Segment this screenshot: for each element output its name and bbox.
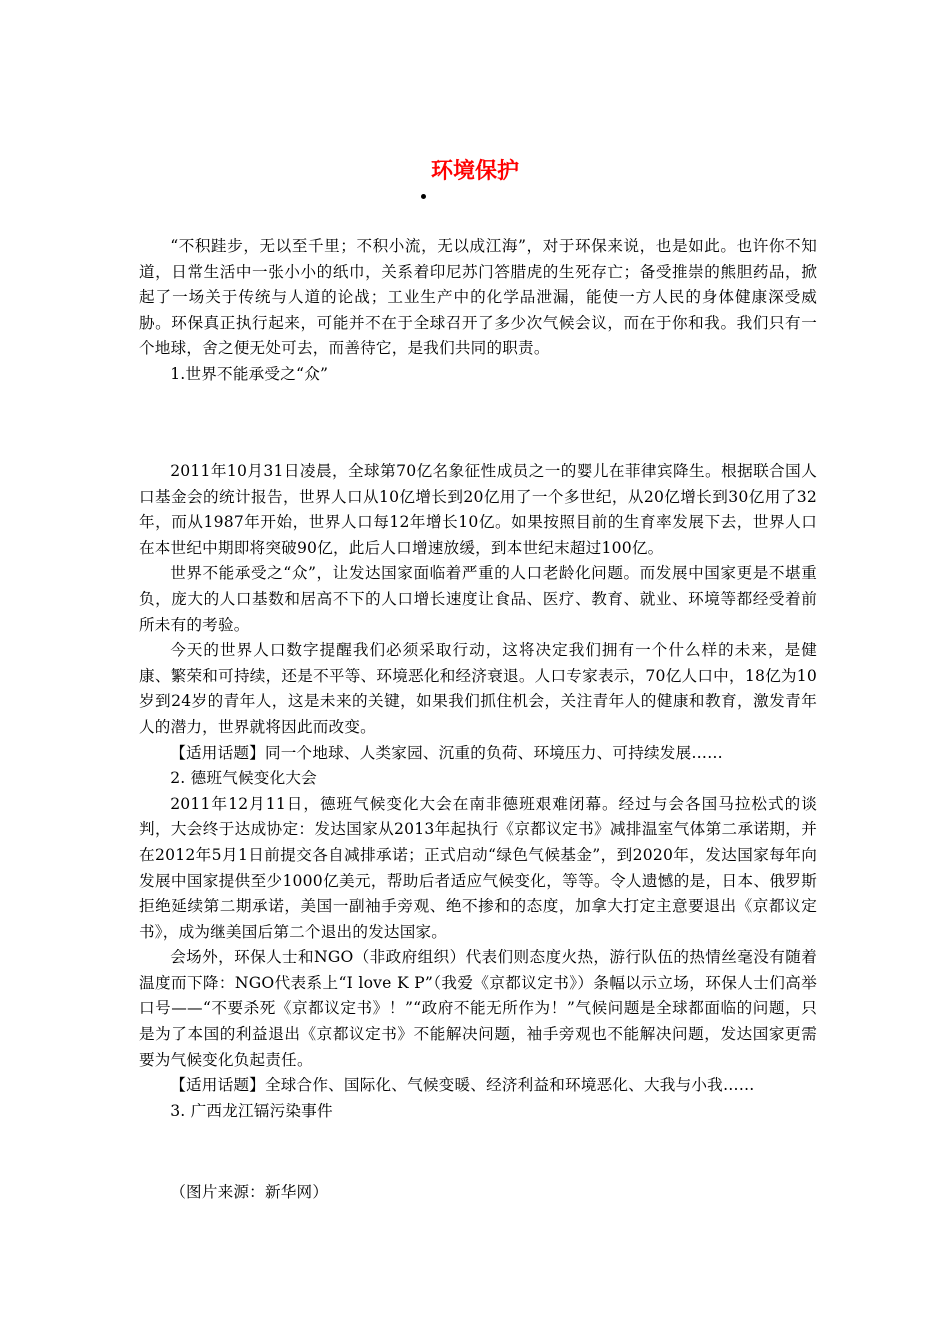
topic-note: 【适用话题】同一个地球、人类家园、沉重的负荷、环境压力、可持续发展…… [170,743,723,762]
section-heading-2: 2. 德班气候变化大会 [170,769,317,788]
paragraph: 今天的世界人口数字提醒我们必须采取行动，这将决定我们拥有一个什么样的未来，是健康、繁荣和可持续，还是不平等、环境恶化和经济衰退。人口专家表示，70亿人口中，18亿为10岁到24岁的青年人，这是未来的关键，如果我们抓住机会，关注青年人的健康和教育，激发青年人的潜力，世界就将因此而改变。 [139,641,817,736]
paragraph: 会场外，环保人士和NGO（非政府组织）代表们则态度火热，游行队伍的热情丝毫没有随着温度而下降：NGO代表系上“I love K P”（我爱《京都议定书》）条幅以示立场，环保人士们高举口号——“不要杀死《京都议定书》！”“政府不能无所作为！”气候问题是全球都面临的问题，只是为了本国的利益退出《京都议定书》不能解决问题，袖手旁观也不能解决问题，发达国家更需要为气候变化负起责任。 [139,948,817,1069]
image-source-caption: （图片来源：新华网） [170,1183,329,1201]
bullet-dot [421,194,426,199]
section-heading-1: 1.世界不能承受之“众” [170,364,329,383]
section-heading-3: 3. 广西龙江镉污染事件 [170,1101,333,1120]
page-title: 环境保护 [430,158,519,184]
image-caption-block [139,1180,817,1206]
intro-paragraph: “不积跬步，无以至千里；不积小流，无以成江海”，对于环保来说，也是如此。也许你不知道，日常生活中一张小小的纸巾，关系着印尼苏门答腊虎的生死存亡；备受推崇的熊胆药品，掀起了一场关于传统与人道的论战；工业生产中的化学品泄漏，能使一方人民的身体健康深受威胁。环保真正执行起来，可能并不在于全球召开了多少次气候会议，而在于你和我。我们只有一个地球，舍之便无处可去，而善待它，是我们共同的职责。 [139,237,817,358]
topic-note: 【适用话题】全球合作、国际化、气候变暖、经济利益和环境恶化、大我与小我…… [170,1076,755,1095]
paragraph: 2011年12月11日，德班气候变化大会在南非德班艰难闭幕。经过与会各国马拉松式的谈判，大会终于达成协定：发达国家从2013年起执行《京都议定书》减排温室气体第二承诺期，并在2012年5月1日前提交各自减排承诺；正式启动“绿色气候基金”，到2020年，发达国家每年向发展中国家提供至少1000亿美元，帮助后者适应气候变化，等等。令人遗憾的是，日本、俄罗斯拒绝延续第二期承诺，美国一副袖手旁观、绝不掺和的态度，加拿大打定主意要退出《京都议定书》，成为继美国后第二个退出的发达国家。 [139,794,817,941]
section-1-body [139,459,817,1124]
intro-block [139,234,817,388]
paragraph: 2011年10月31日凌晨，全球第70亿名象征性成员之一的婴儿在菲律宾降生。根据联合国人口基金会的统计报告，世界人口从10亿增长到20亿用了一个多世纪，从20亿增长到30亿用了32年，而从1987年开始，世界人口每12年增长10亿。如果按照目前的生育率发展下去，世界人口在本世纪中期即将突破90亿，此后人口增速放缓，到本世纪末超过100亿。 [139,462,817,557]
paragraph: 世界不能承受之“众”，让发达国家面临着严重的人口老龄化问题。而发展中国家更是不堪重负，庞大的人口基数和居高不下的人口增长速度让食品、医疗、教育、就业、环境等都经受着前所未有的考验。 [139,564,817,634]
